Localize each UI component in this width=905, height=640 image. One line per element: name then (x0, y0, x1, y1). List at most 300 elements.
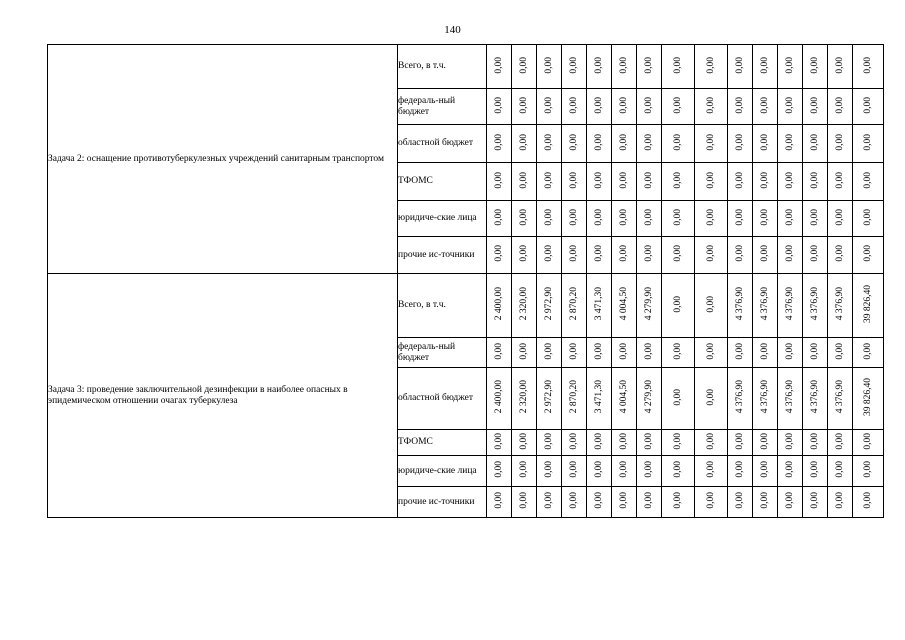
value-text: 0,00 (759, 461, 770, 478)
value-cell (728, 125, 753, 163)
value-text: 4 376,90 (834, 380, 845, 414)
value-text: 0,00 (862, 133, 873, 151)
value-text: 0,00 (862, 171, 873, 189)
value-text: 0,00 (518, 133, 529, 151)
value-text: 0,00 (593, 96, 604, 114)
value-cell (637, 45, 662, 89)
value-text: 0,00 (618, 208, 629, 226)
value-cell (695, 338, 728, 368)
value-cell (728, 274, 753, 338)
value-text: 0,00 (862, 461, 873, 478)
value-text: 4 004,50 (618, 380, 629, 414)
value-cell (803, 125, 828, 163)
value-cell (537, 163, 562, 201)
value-cell (828, 45, 853, 89)
funding-source-label: юридиче-ские лица (398, 456, 487, 487)
value-cell (562, 456, 587, 487)
value-text: 0,00 (834, 133, 845, 151)
value-text: 0,00 (618, 96, 629, 114)
value-cell (537, 487, 562, 518)
value-cell (512, 338, 537, 368)
value-text: 0,00 (643, 342, 654, 360)
value-cell (637, 201, 662, 237)
value-cell (695, 274, 728, 338)
value-text: 4 376,90 (834, 287, 845, 321)
value-text: 0,00 (518, 56, 529, 74)
value-cell (828, 338, 853, 368)
value-cell (728, 89, 753, 125)
value-text: 0,00 (862, 342, 873, 360)
value-cell (587, 456, 612, 487)
value-cell (662, 487, 695, 518)
funding-source-label: федераль-ный бюджет (398, 338, 487, 368)
value-text: 0,00 (568, 96, 579, 114)
value-text: 0,00 (809, 208, 820, 226)
value-cell (587, 274, 612, 338)
value-cell (695, 368, 728, 430)
value-text: 0,00 (672, 96, 683, 114)
value-text: 0,00 (618, 492, 629, 509)
value-cell (803, 89, 828, 125)
value-cell (853, 237, 884, 274)
value-text: 0,00 (543, 208, 554, 226)
value-text: 2 870,20 (568, 380, 579, 414)
value-cell (753, 163, 778, 201)
value-cell (612, 89, 637, 125)
value-cell (512, 201, 537, 237)
value-cell (487, 368, 512, 430)
value-text: 4 376,90 (734, 380, 745, 414)
value-cell (487, 274, 512, 338)
value-text: 0,00 (493, 342, 504, 360)
value-cell (537, 430, 562, 456)
value-text: 0,00 (518, 492, 529, 509)
value-cell (753, 201, 778, 237)
value-cell (637, 125, 662, 163)
value-cell (662, 125, 695, 163)
value-text: 0,00 (705, 461, 716, 478)
value-text: 0,00 (784, 208, 795, 226)
value-text: 0,00 (593, 432, 604, 450)
value-cell (537, 89, 562, 125)
value-cell (487, 487, 512, 518)
value-cell (512, 163, 537, 201)
value-text: 0,00 (784, 245, 795, 262)
value-cell (753, 430, 778, 456)
value-cell (612, 237, 637, 274)
value-text: 0,00 (568, 245, 579, 262)
value-text: 0,00 (618, 133, 629, 151)
value-cell (612, 456, 637, 487)
value-cell (728, 237, 753, 274)
value-text: 0,00 (862, 56, 873, 74)
value-text: 0,00 (543, 56, 554, 74)
value-cell (753, 237, 778, 274)
value-cell (662, 430, 695, 456)
value-cell (587, 163, 612, 201)
value-cell (778, 45, 803, 89)
value-text: 0,00 (493, 56, 504, 74)
value-text: 0,00 (705, 133, 716, 151)
value-cell (753, 338, 778, 368)
value-text: 0,00 (784, 461, 795, 478)
value-cell (512, 487, 537, 518)
value-text: 0,00 (734, 492, 745, 509)
value-cell (662, 368, 695, 430)
value-cell (753, 125, 778, 163)
value-text: 0,00 (518, 208, 529, 226)
value-cell (853, 338, 884, 368)
value-cell (662, 274, 695, 338)
value-text: 0,00 (518, 342, 529, 360)
value-cell (828, 163, 853, 201)
value-text: 0,00 (672, 133, 683, 151)
value-cell (853, 274, 884, 338)
value-text: 0,00 (759, 171, 770, 189)
value-cell (728, 45, 753, 89)
value-cell (587, 338, 612, 368)
value-cell (695, 45, 728, 89)
value-cell (778, 487, 803, 518)
value-cell (828, 430, 853, 456)
value-cell (853, 45, 884, 89)
value-cell (753, 456, 778, 487)
value-text: 0,00 (834, 492, 845, 509)
value-text: 2 972,90 (543, 380, 554, 414)
funding-source-label: Всего, в т.ч. (398, 274, 487, 338)
value-cell (662, 163, 695, 201)
value-text: 0,00 (809, 133, 820, 151)
value-cell (778, 338, 803, 368)
value-cell (562, 487, 587, 518)
value-text: 0,00 (593, 56, 604, 74)
value-cell (512, 125, 537, 163)
value-cell (562, 163, 587, 201)
value-cell (637, 237, 662, 274)
value-text: 0,00 (809, 56, 820, 74)
value-text: 0,00 (568, 461, 579, 478)
value-text: 0,00 (759, 492, 770, 509)
value-text: 0,00 (593, 492, 604, 509)
value-cell (778, 125, 803, 163)
value-text: 0,00 (493, 492, 504, 509)
value-text: 0,00 (834, 245, 845, 262)
value-text: 0,00 (643, 171, 654, 189)
value-cell (803, 163, 828, 201)
value-cell (537, 237, 562, 274)
value-cell (803, 368, 828, 430)
value-text: 0,00 (784, 56, 795, 74)
value-text: 2 400,00 (493, 380, 504, 414)
value-cell (662, 89, 695, 125)
value-cell (753, 487, 778, 518)
funding-source-label: ТФОМС (398, 163, 487, 201)
value-text: 0,00 (618, 56, 629, 74)
funding-source-label: областной бюджет (398, 368, 487, 430)
value-cell (612, 368, 637, 430)
value-cell (612, 274, 637, 338)
funding-source-label: ТФОМС (398, 430, 487, 456)
value-text: 0,00 (543, 342, 554, 360)
value-cell (562, 125, 587, 163)
value-text: 0,00 (784, 171, 795, 189)
value-cell (828, 456, 853, 487)
value-cell (753, 89, 778, 125)
value-text: 4 376,90 (784, 380, 795, 414)
value-cell (853, 125, 884, 163)
value-cell (803, 237, 828, 274)
value-cell (778, 456, 803, 487)
value-cell (562, 237, 587, 274)
value-cell (853, 89, 884, 125)
value-cell (753, 45, 778, 89)
value-cell (695, 163, 728, 201)
value-text: 0,00 (784, 133, 795, 151)
value-cell (853, 430, 884, 456)
value-text: 0,00 (734, 133, 745, 151)
value-text: 0,00 (784, 342, 795, 360)
value-cell (537, 338, 562, 368)
value-text: 0,00 (493, 171, 504, 189)
value-text: 0,00 (672, 388, 683, 406)
value-cell (637, 338, 662, 368)
value-cell (637, 456, 662, 487)
value-cell (662, 338, 695, 368)
value-cell (778, 201, 803, 237)
value-cell (512, 274, 537, 338)
value-text: 0,00 (493, 461, 504, 478)
value-text: 0,00 (643, 492, 654, 509)
value-cell (803, 430, 828, 456)
value-text: 0,00 (618, 461, 629, 478)
value-cell (662, 45, 695, 89)
value-cell (612, 487, 637, 518)
value-text: 0,00 (784, 492, 795, 509)
value-text: 39 826,40 (862, 378, 873, 416)
value-cell (637, 89, 662, 125)
value-text: 0,00 (543, 133, 554, 151)
page-number: 140 (444, 24, 461, 36)
value-cell (828, 125, 853, 163)
value-cell (828, 201, 853, 237)
value-cell (828, 368, 853, 430)
value-cell (828, 274, 853, 338)
value-cell (537, 456, 562, 487)
value-cell (587, 487, 612, 518)
value-text: 0,00 (518, 171, 529, 189)
value-cell (778, 237, 803, 274)
value-text: 0,00 (568, 133, 579, 151)
value-text: 0,00 (705, 208, 716, 226)
value-text: 0,00 (759, 245, 770, 262)
value-text: 0,00 (862, 492, 873, 509)
value-text: 0,00 (705, 342, 716, 360)
value-cell (778, 368, 803, 430)
value-text: 0,00 (672, 461, 683, 478)
value-text: 0,00 (784, 432, 795, 450)
value-cell (587, 89, 612, 125)
table-row (48, 274, 884, 338)
value-cell (853, 368, 884, 430)
value-text: 0,00 (493, 245, 504, 262)
value-text: 0,00 (809, 432, 820, 450)
value-text: 3 471,30 (593, 380, 604, 414)
value-text: 0,00 (809, 492, 820, 509)
value-text: 4 004,50 (618, 287, 629, 321)
value-cell (562, 368, 587, 430)
value-cell (512, 430, 537, 456)
value-text: 39 826,40 (862, 285, 873, 323)
value-cell (587, 201, 612, 237)
value-cell (853, 201, 884, 237)
value-cell (612, 430, 637, 456)
value-cell (753, 274, 778, 338)
value-cell (537, 368, 562, 430)
value-text: 0,00 (493, 432, 504, 450)
value-text: 4 376,90 (809, 380, 820, 414)
value-text: 0,00 (705, 96, 716, 114)
value-text: 0,00 (543, 96, 554, 114)
value-cell (612, 45, 637, 89)
value-cell (487, 89, 512, 125)
value-cell (803, 487, 828, 518)
value-text: 0,00 (543, 171, 554, 189)
value-cell (695, 237, 728, 274)
value-cell (487, 237, 512, 274)
value-cell (662, 201, 695, 237)
task-description: Задача 2: оснащение противотуберкулезных учреждений санитарным транспортом (48, 45, 398, 274)
value-text: 0,00 (593, 171, 604, 189)
value-text: 0,00 (618, 432, 629, 450)
table-row (48, 45, 884, 89)
task-description: Задача 3: проведение заключительной дезинфекции в наиболее опасных в эпидемическом отношении очагах туберкулеза (48, 274, 398, 518)
value-text: 0,00 (734, 56, 745, 74)
value-cell (562, 201, 587, 237)
value-cell (637, 368, 662, 430)
value-text: 2 972,90 (543, 287, 554, 321)
value-text: 2 400,00 (493, 287, 504, 321)
value-text: 0,00 (705, 295, 716, 313)
value-cell (587, 45, 612, 89)
value-cell (487, 201, 512, 237)
value-text: 0,00 (734, 342, 745, 360)
value-text: 4 376,90 (809, 287, 820, 321)
value-text: 0,00 (834, 432, 845, 450)
value-cell (695, 125, 728, 163)
value-text: 4 376,90 (759, 287, 770, 321)
value-cell (695, 89, 728, 125)
value-cell (695, 456, 728, 487)
value-text: 2 320,00 (518, 287, 529, 321)
funding-source-label: юридиче-ские лица (398, 201, 487, 237)
value-text: 0,00 (643, 432, 654, 450)
financing-table (47, 44, 884, 518)
value-cell (853, 456, 884, 487)
value-cell (562, 45, 587, 89)
value-text: 0,00 (518, 96, 529, 114)
value-cell (487, 45, 512, 89)
value-text: 0,00 (834, 171, 845, 189)
value-cell (562, 430, 587, 456)
value-cell (695, 430, 728, 456)
value-text: 0,00 (834, 208, 845, 226)
value-cell (662, 456, 695, 487)
value-text: 0,00 (734, 461, 745, 478)
value-cell (695, 487, 728, 518)
value-cell (487, 430, 512, 456)
value-text: 0,00 (862, 432, 873, 450)
value-cell (728, 368, 753, 430)
value-cell (728, 338, 753, 368)
value-text: 0,00 (518, 461, 529, 478)
value-cell (587, 125, 612, 163)
value-cell (753, 368, 778, 430)
value-text: 0,00 (672, 56, 683, 74)
value-text: 0,00 (784, 96, 795, 114)
value-text: 0,00 (809, 96, 820, 114)
value-cell (728, 201, 753, 237)
value-cell (587, 368, 612, 430)
value-cell (778, 89, 803, 125)
value-cell (803, 45, 828, 89)
value-text: 2 320,00 (518, 380, 529, 414)
value-text: 0,00 (568, 171, 579, 189)
value-text: 4 279,90 (643, 380, 654, 414)
value-text: 0,00 (593, 461, 604, 478)
value-cell (803, 338, 828, 368)
value-text: 0,00 (705, 388, 716, 406)
value-text: 0,00 (568, 432, 579, 450)
value-cell (637, 163, 662, 201)
value-text: 0,00 (734, 432, 745, 450)
value-text: 0,00 (643, 133, 654, 151)
value-cell (612, 201, 637, 237)
value-cell (562, 89, 587, 125)
value-cell (728, 430, 753, 456)
value-text: 0,00 (543, 492, 554, 509)
value-text: 0,00 (493, 96, 504, 114)
value-text: 0,00 (705, 56, 716, 74)
value-cell (537, 45, 562, 89)
value-text: 0,00 (809, 342, 820, 360)
value-text: 0,00 (809, 245, 820, 262)
value-text: 0,00 (862, 245, 873, 262)
value-cell (612, 125, 637, 163)
value-text: 0,00 (809, 171, 820, 189)
value-cell (695, 201, 728, 237)
value-text: 0,00 (834, 342, 845, 360)
funding-source-label: областной бюджет (398, 125, 487, 163)
value-cell (828, 89, 853, 125)
value-cell (562, 274, 587, 338)
value-text: 0,00 (568, 342, 579, 360)
value-cell (728, 456, 753, 487)
value-cell (637, 487, 662, 518)
value-text: 0,00 (593, 342, 604, 360)
value-text: 0,00 (759, 133, 770, 151)
value-text: 0,00 (672, 295, 683, 313)
value-cell (853, 487, 884, 518)
value-text: 0,00 (593, 245, 604, 262)
value-cell (587, 430, 612, 456)
value-cell (537, 201, 562, 237)
value-cell (487, 125, 512, 163)
value-text: 0,00 (809, 461, 820, 478)
value-text: 0,00 (543, 461, 554, 478)
value-text: 0,00 (734, 96, 745, 114)
value-cell (487, 163, 512, 201)
value-cell (487, 338, 512, 368)
